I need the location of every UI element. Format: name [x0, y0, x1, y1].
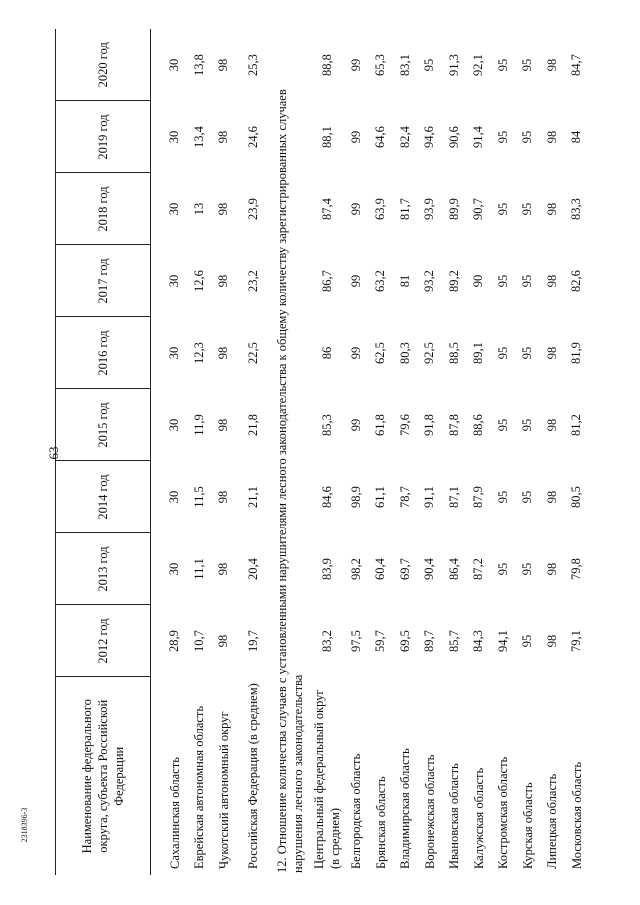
column-header-year: 2019 год — [56, 101, 151, 173]
table-row — [236, 29, 270, 875]
value-cell: 97,5 — [348, 630, 363, 652]
value-cell: 92,5 — [422, 342, 437, 364]
value-cell: 81,7 — [397, 198, 412, 220]
value-cell: 30 — [167, 274, 182, 288]
value-cell: 86 — [319, 346, 334, 360]
value-cell: 86,4 — [446, 558, 461, 580]
value-cell: 99 — [348, 346, 363, 360]
value-cell: 12,6 — [191, 270, 206, 292]
value-cell: 24,6 — [245, 126, 260, 148]
value-cell: 22,5 — [245, 342, 260, 364]
value-cell: 99 — [348, 58, 363, 72]
value-cell: 61,8 — [373, 414, 388, 436]
value-cell: 11,9 — [191, 414, 206, 436]
value-cell: 65,3 — [373, 54, 388, 76]
value-cell: 84,6 — [319, 486, 334, 508]
column-header-year: 2013 год — [56, 533, 151, 605]
table-row — [540, 29, 565, 875]
value-cell: 88,8 — [319, 54, 334, 76]
value-cell: 81,2 — [569, 414, 584, 436]
value-cell: 21,1 — [245, 486, 260, 508]
value-cell: 30 — [167, 346, 182, 360]
value-cell: 98 — [216, 58, 231, 72]
value-cell: 91,8 — [422, 414, 437, 436]
column-header-year: 2012 год — [56, 605, 151, 677]
value-cell: 98 — [544, 634, 559, 648]
value-cell: 98 — [216, 346, 231, 360]
column-header-year: 2016 год — [56, 317, 151, 389]
region-name: Еврейская автономная область — [192, 705, 207, 869]
value-cell: 60,4 — [373, 558, 388, 580]
value-cell: 98 — [544, 58, 559, 72]
region-name: Липецкая область — [545, 773, 560, 869]
region-name: Брянская область — [373, 776, 388, 869]
value-cell: 79,8 — [569, 558, 584, 580]
value-cell: 13,4 — [191, 126, 206, 148]
value-cell: 87,8 — [446, 414, 461, 436]
value-cell: 84 — [569, 130, 584, 144]
value-cell: 20,4 — [245, 558, 260, 580]
column-header-year: 2014 год — [56, 461, 151, 533]
table-row — [187, 29, 212, 875]
value-cell: 85,7 — [446, 630, 461, 652]
value-cell: 90,7 — [471, 198, 486, 220]
value-cell: 30 — [167, 562, 182, 576]
value-cell: 23,9 — [245, 198, 260, 220]
value-cell: 30 — [167, 202, 182, 216]
value-cell: 95 — [520, 562, 535, 576]
value-cell: 83,3 — [569, 198, 584, 220]
value-cell: 69,5 — [397, 630, 412, 652]
value-cell: 23,2 — [245, 270, 260, 292]
value-cell: 89,1 — [471, 342, 486, 364]
value-cell: 91,1 — [422, 486, 437, 508]
value-cell: 13,8 — [191, 54, 206, 76]
value-cell: 92,1 — [471, 54, 486, 76]
value-cell: 82,4 — [397, 126, 412, 148]
rotated-table-page — [55, 29, 585, 875]
table-row — [491, 29, 516, 875]
value-cell: 63,9 — [373, 198, 388, 220]
value-cell: 95 — [495, 346, 510, 360]
value-cell: 95 — [520, 130, 535, 144]
table-row — [163, 29, 188, 875]
value-cell: 30 — [167, 418, 182, 432]
value-cell: 82,6 — [569, 270, 584, 292]
value-cell: 95 — [520, 418, 535, 432]
value-cell: 95 — [495, 202, 510, 216]
table-row — [212, 29, 237, 875]
value-cell: 85,3 — [319, 414, 334, 436]
region-name: Воронежская область — [422, 754, 437, 869]
region-name: Сахалинская область — [167, 757, 182, 869]
indicator-table — [55, 29, 589, 875]
value-cell: 90 — [471, 274, 486, 288]
column-header-year: 2020 год — [56, 29, 151, 101]
value-cell: 94,6 — [422, 126, 437, 148]
section-title: 12. Отношение количества случаев с установленными нарушителями лесного законодательства к общему количеству зарегистрированных случаев нарушения лесного законодательства — [275, 89, 305, 873]
value-cell: 98 — [216, 274, 231, 288]
value-cell: 88,1 — [319, 126, 334, 148]
value-cell: 98 — [544, 562, 559, 576]
value-cell: 95 — [495, 418, 510, 432]
value-cell: 99 — [348, 202, 363, 216]
value-cell: 19,7 — [245, 630, 260, 652]
value-cell: 64,6 — [373, 126, 388, 148]
page-number: 63 — [46, 446, 61, 460]
value-cell: 98 — [216, 418, 231, 432]
value-cell: 90,6 — [446, 126, 461, 148]
value-cell: 95 — [520, 274, 535, 288]
value-cell: 95 — [520, 58, 535, 72]
section-heading-row — [270, 29, 310, 875]
value-cell: 79,1 — [569, 630, 584, 652]
value-cell: 98 — [544, 418, 559, 432]
value-cell: 95 — [520, 202, 535, 216]
value-cell: 61,1 — [373, 486, 388, 508]
value-cell: 94,1 — [495, 630, 510, 652]
value-cell: 87,1 — [446, 486, 461, 508]
value-cell: 87,4 — [319, 198, 334, 220]
value-cell: 80,3 — [397, 342, 412, 364]
value-cell: 88,6 — [471, 414, 486, 436]
value-cell: 30 — [167, 490, 182, 504]
table-row — [418, 29, 443, 875]
value-cell: 62,5 — [373, 342, 388, 364]
region-name: Курская область — [520, 782, 535, 869]
value-cell: 98 — [216, 202, 231, 216]
table-row — [516, 29, 541, 875]
region-name: Белгородская область — [349, 753, 364, 869]
table-row — [344, 29, 369, 875]
value-cell: 95 — [520, 490, 535, 504]
value-cell: 88,5 — [446, 342, 461, 364]
value-cell: 63,2 — [373, 270, 388, 292]
value-cell: 28,9 — [167, 630, 182, 652]
value-cell: 87,9 — [471, 486, 486, 508]
value-cell: 95 — [520, 346, 535, 360]
value-cell: 95 — [422, 58, 437, 72]
region-name: Ивановская область — [447, 763, 462, 869]
value-cell: 99 — [348, 130, 363, 144]
value-cell: 93,2 — [422, 270, 437, 292]
table-row — [310, 29, 344, 875]
value-cell: 89,9 — [446, 198, 461, 220]
value-cell: 30 — [167, 130, 182, 144]
table-row — [393, 29, 418, 875]
value-cell: 98 — [216, 490, 231, 504]
column-header-year: 2017 год — [56, 245, 151, 317]
table-row — [467, 29, 492, 875]
value-cell: 83,9 — [319, 558, 334, 580]
value-cell: 81,9 — [569, 342, 584, 364]
value-cell: 21,8 — [245, 414, 260, 436]
value-cell: 78,7 — [397, 486, 412, 508]
region-name: Костромская область — [496, 756, 511, 869]
table-header — [56, 29, 151, 875]
column-header-name: Наименование федерального округа, субъекта Российской Федерации — [56, 677, 151, 875]
value-cell: 95 — [520, 634, 535, 648]
value-cell: 95 — [495, 562, 510, 576]
value-cell: 83,2 — [319, 630, 334, 652]
value-cell: 98 — [544, 202, 559, 216]
value-cell: 98 — [216, 562, 231, 576]
value-cell: 86,7 — [319, 270, 334, 292]
value-cell: 90,4 — [422, 558, 437, 580]
table-body — [151, 29, 590, 875]
value-cell: 84,3 — [471, 630, 486, 652]
table-row — [369, 29, 394, 875]
value-cell: 98 — [544, 490, 559, 504]
value-cell: 81 — [397, 274, 412, 288]
value-cell: 98,2 — [348, 558, 363, 580]
value-cell: 11,1 — [191, 558, 206, 580]
value-cell: 25,3 — [245, 54, 260, 76]
value-cell: 59,7 — [373, 630, 388, 652]
value-cell: 12,3 — [191, 342, 206, 364]
value-cell: 13 — [191, 202, 206, 216]
value-cell: 83,1 — [397, 54, 412, 76]
column-header-year: 2018 год — [56, 173, 151, 245]
value-cell: 98 — [216, 634, 231, 648]
value-cell: 89,2 — [446, 270, 461, 292]
region-name: Московская область — [569, 761, 584, 869]
value-cell: 99 — [348, 274, 363, 288]
document-code: 2318396-3 — [20, 807, 29, 843]
value-cell: 98 — [216, 130, 231, 144]
value-cell: 95 — [495, 490, 510, 504]
value-cell: 98 — [544, 130, 559, 144]
value-cell: 98 — [544, 274, 559, 288]
value-cell: 99 — [348, 418, 363, 432]
region-name: Чукотский автономный округ — [216, 711, 231, 869]
region-name: Владимирская область — [398, 748, 413, 869]
region-name: Российская Федерация (в среднем) — [246, 683, 260, 869]
value-cell: 87,2 — [471, 558, 486, 580]
value-cell: 98 — [544, 346, 559, 360]
value-cell: 10,7 — [191, 630, 206, 652]
table-row — [442, 29, 467, 875]
value-cell: 95 — [495, 130, 510, 144]
value-cell: 91,3 — [446, 54, 461, 76]
value-cell: 30 — [167, 58, 182, 72]
value-cell: 95 — [495, 274, 510, 288]
value-cell: 11,5 — [191, 486, 206, 508]
value-cell: 95 — [495, 58, 510, 72]
region-name: Калужская область — [471, 767, 486, 869]
value-cell: 79,6 — [397, 414, 412, 436]
value-cell: 69,7 — [397, 558, 412, 580]
value-cell: 91,4 — [471, 126, 486, 148]
table-row — [565, 29, 590, 875]
value-cell: 98,9 — [348, 486, 363, 508]
column-header-year: 2015 год — [56, 389, 151, 461]
region-name: Центральный федеральный округ (в среднем) — [312, 689, 342, 869]
value-cell: 89,7 — [422, 630, 437, 652]
value-cell: 80,5 — [569, 486, 584, 508]
value-cell: 93,9 — [422, 198, 437, 220]
value-cell: 84,7 — [569, 54, 584, 76]
